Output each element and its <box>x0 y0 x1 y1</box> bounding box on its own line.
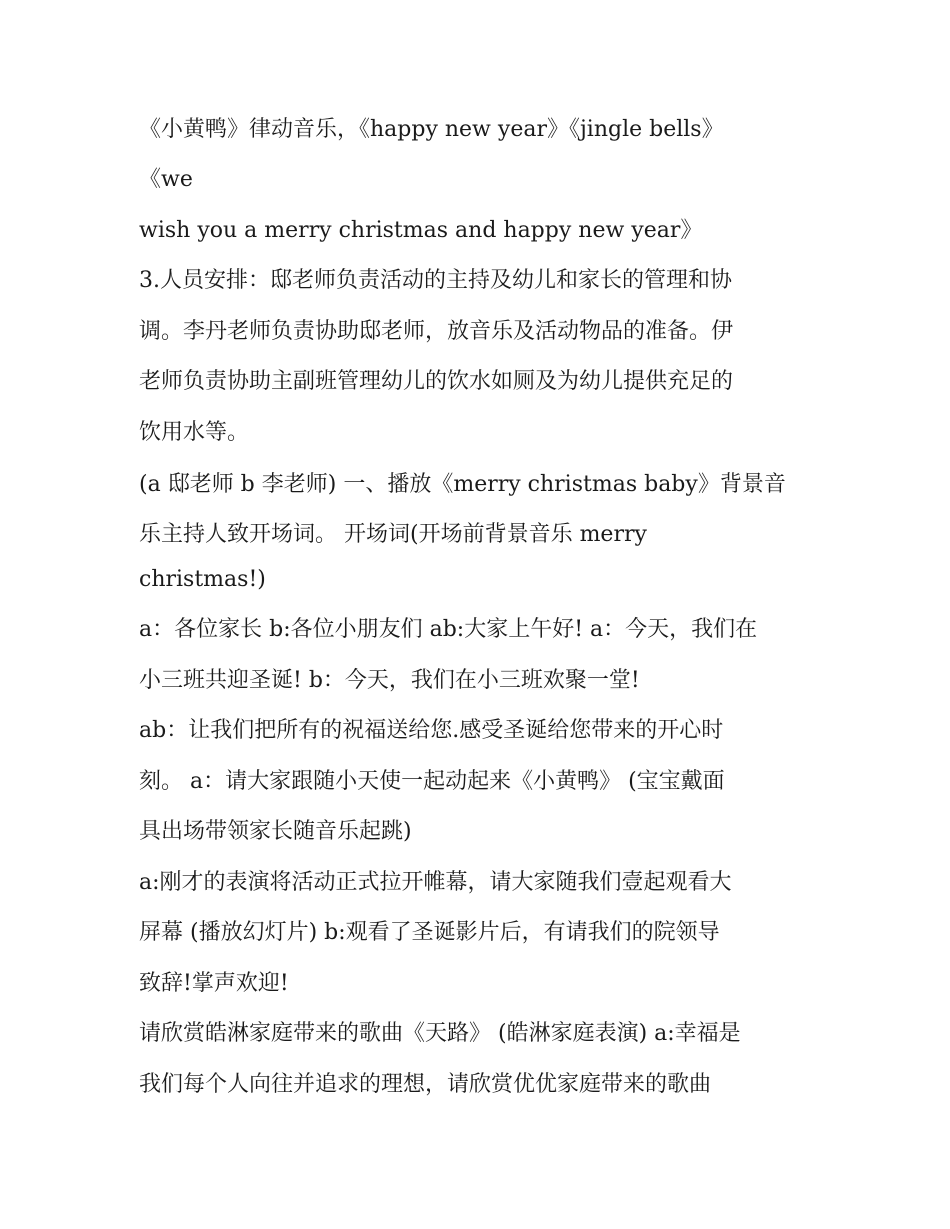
text-line: 请欣赏皓淋家庭带来的歌曲《天路》 (皓淋家庭表演) a:幸福是 <box>139 1021 741 1046</box>
text-line: 致辞!掌声欢迎! <box>139 971 289 996</box>
text-line: 我们每个人向往并追求的理想，请欣赏优优家庭带来的歌曲 <box>139 1072 712 1097</box>
text-line: 调。李丹老师负责协助邸老师，放音乐及活动物品的准备。伊 <box>139 319 734 344</box>
text-line: a:刚才的表演将活动正式拉开帷幕，请大家随我们壹起观看大 <box>139 870 732 895</box>
text-line: christmas!) <box>139 567 266 592</box>
text-line: 《小黄鸭》律动音乐，《happy new year》《jingle bells》 <box>139 117 724 142</box>
text-line: a：各位家长 b:各位小朋友们 ab:大家上午好! a：今天，我们在 <box>139 617 758 642</box>
text-line: 刻。 a：请大家跟随小天使一起动起来《小黄鸭》 (宝宝戴面 <box>139 769 725 794</box>
text-line: (a 邸老师 b 李老师) 一、播放《merry christmas baby》背景音 <box>139 472 786 497</box>
text-line: 屏幕 (播放幻灯片) b:观看了圣诞影片后，有请我们的院领导 <box>139 920 720 945</box>
text-line: wish you a merry christmas and happy new year》 <box>139 218 703 243</box>
text-line: 饮用水等。 <box>139 420 250 445</box>
text-line: 《we <box>139 167 193 192</box>
text-line: 小三班共迎圣诞! b：今天，我们在小三班欢聚一堂! <box>139 668 640 693</box>
text-line: ab：让我们把所有的祝福送给您.感受圣诞给您带来的开心时 <box>139 718 724 743</box>
text-line: 具出场带领家长随音乐起跳) <box>139 819 412 844</box>
text-line: 3.人员安排：邸老师负责活动的主持及幼儿和家长的管理和协 <box>139 268 732 293</box>
text-line: 老师负责协助主副班管理幼儿的饮水如厕及为幼儿提供充足的 <box>139 369 734 394</box>
text-line: 乐主持人致开场词。 开场词(开场前背景音乐 merry <box>139 522 647 547</box>
